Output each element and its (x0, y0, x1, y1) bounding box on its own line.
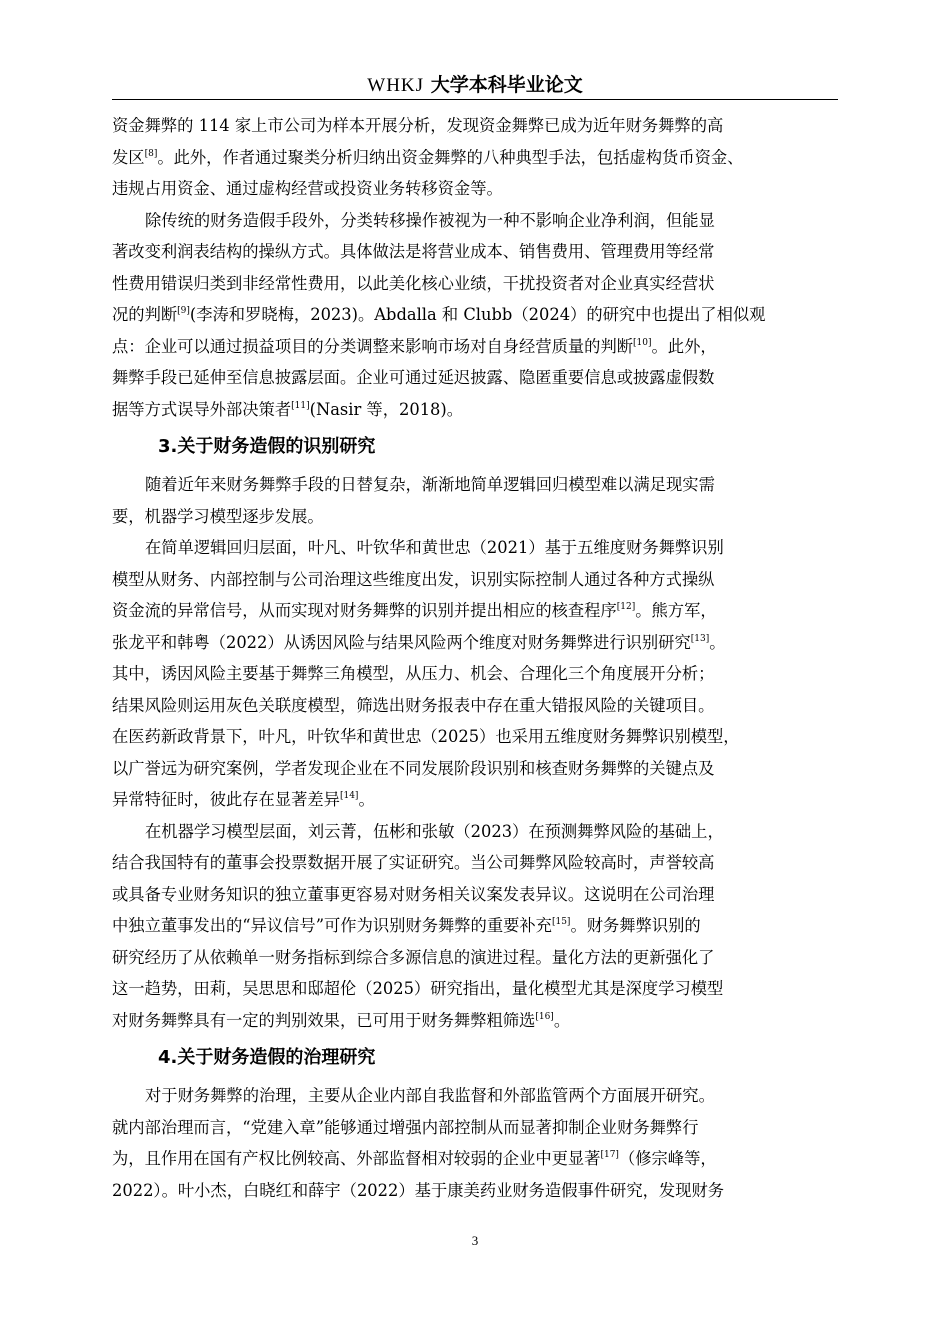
paragraph-line: 结果风险则运用灰色关联度模型，筛选出财务报表中存在重大错报风险的关键项目。 (112, 695, 715, 715)
citation-marker: [14] (339, 791, 359, 801)
paragraph-line: 研究经历了从依赖单一财务指标到综合多源信息的演进过程。量化方法的更新强化了 (112, 947, 715, 967)
paragraph-line: 其中，诱因风险主要基于舞弊三角模型，从压力、机会、合理化三个角度展开分析； (112, 664, 715, 683)
paragraph-line: 模型从财务、内部控制与公司治理这些维度出发，识别实际控制人通过各种方式操纵 (112, 569, 715, 589)
citation-marker: [10] (633, 337, 652, 348)
paragraph-line: 对于财务舞弊的治理，主要从企业内部自我监督和外部监管两个方面展开研究。 (145, 1086, 715, 1105)
citation-marker: [11] (291, 400, 310, 411)
section-heading: 4.关于财务造假的治理研究 (158, 1047, 376, 1068)
paragraph-line: 在机器学习模型层面，刘云菁，伍彬和张敏（2023）在预测舞弊风险的基础上， (145, 821, 724, 841)
paragraph-line: 或具备专业财务知识的独立董事更容易对财务相关议案发表异议。这说明在公司治理 (112, 884, 715, 904)
header-rule (112, 99, 838, 100)
header-title: 大学本科毕业论文 (430, 74, 583, 96)
paragraph-line: 就内部治理而言，“党建入章”能够通过增强内部控制从而显著抑制企业财务舞弊行 (112, 1117, 699, 1137)
body-paragraph (112, 469, 840, 532)
paragraph-line: 以广誉远为研究案例，学者发现企业在不同发展阶段识别和核查财务舞弊的关键点及 (112, 758, 715, 778)
paragraph-line: 异常特征时，彼此存在显著差异[14]。 (112, 790, 375, 809)
paragraph-line: 性费用错误归类到非经常性费用，以此美化核心业绩，干扰投资者对企业真实经营状 (112, 273, 715, 293)
paragraph-line: 要，机器学习模型逐步发展。 (112, 506, 324, 526)
paragraph-line: 2022）。叶小杰，白晓红和薛宇（2022）基于康美药业财务造假事件研究，发现财务 (112, 1180, 725, 1200)
paragraph-line: 除传统的财务造假手段外，分类转移操作被视为一种不影响企业净利润，但能显 (145, 210, 715, 230)
paragraph-line: 在医药新政背景下，叶凡，叶钦华和黄世忠（2025）也采用五维度财务舞弊识别模型， (112, 727, 740, 746)
citation-marker: [12] (616, 602, 636, 612)
page-header (112, 72, 838, 98)
paragraph-line: 随着近年来财务舞弊手段的日替复杂，渐渐地简单逻辑回归模型难以满足现实需 (145, 475, 715, 494)
citation-marker: [9] (177, 306, 190, 316)
paragraph-line: 舞弊手段已延伸至信息披露层面。企业可通过延迟披露、隐匿重要信息或披露虚假数 (112, 368, 715, 387)
paragraph-line: 结合我国特有的董事会投票数据开展了实证研究。当公司舞弊风险较高时，声誉较高 (112, 853, 715, 872)
citation-marker: [15] (551, 917, 571, 927)
paragraph-line: 发区[8]。此外，作者通过聚类分析归纳出资金舞弊的八种典型手法，包括虚构货币资金、 (112, 147, 744, 167)
paragraph-line: 中独立董事发出的“异议信号”可作为识别财务舞弊的重要补充[15]。财务舞弊识别的 (112, 916, 701, 935)
header-latin: WHKJ (367, 75, 425, 96)
body-paragraph (112, 205, 840, 426)
paragraph-line: 况的判断[9](李涛和罗晓梅，2023)。Abdalla 和 Clubb（2024）的研究中也提出了相似观 (112, 305, 766, 324)
section-heading: 3.关于财务造假的识别研究 (158, 436, 376, 457)
paragraph-line: 张龙平和韩粤（2022）从诱因风险与结果风险两个维度对财务舞弊进行识别研究[13]。 (112, 632, 726, 652)
body-paragraph (112, 1080, 840, 1206)
paragraph-line: 违规占用资金、通过虚构经营或投资业务转移资金等。 (112, 179, 503, 198)
paragraph-line: 这一趋势，田莉，吴思思和邸超伦（2025）研究指出，量化模型尤其是深度学习模型 (112, 979, 724, 998)
citation-marker: [17] (600, 1150, 619, 1160)
citation-marker: [13] (690, 633, 710, 644)
paragraph-line: 著改变利润表结构的操纵方式。具体做法是将营业成本、销售费用、管理费用等经常 (112, 242, 715, 261)
paragraph-line: 在简单逻辑回归层面，叶凡、叶钦华和黄世忠（2021）基于五维度财务舞弊识别 (145, 538, 724, 557)
paragraph-line: 为，且作用在国有产权比例较高、外部监督相对较弱的企业中更显著[17]（修宗峰等， (112, 1149, 717, 1168)
paragraph-line: 资金流的异常信号，从而实现对财务舞弊的识别并提出相应的核查程序[12]。熊方军， (112, 601, 717, 620)
page-number: 3 (471, 1233, 479, 1248)
page-body (112, 110, 840, 1206)
paragraph-line: 对财务舞弊具有一定的判别效果，已可用于财务舞弊粗筛选[16]。 (112, 1010, 571, 1030)
body-paragraph (112, 816, 840, 1037)
citation-marker: [16] (535, 1011, 554, 1022)
body-paragraph (112, 110, 840, 205)
paragraph-line: 资金舞弊的 114 家上市公司为样本开展分析，发现资金舞弊已成为近年财务舞弊的高 (112, 116, 724, 135)
body-paragraph (112, 532, 840, 816)
paragraph-line: 点：企业可以通过损益项目的分类调整来影响市场对自身经营质量的判断[10]。此外， (112, 336, 717, 356)
paragraph-line: 据等方式误导外部决策者[11](Nasir 等，2018)。 (112, 399, 464, 419)
citation-marker: [8] (144, 148, 158, 159)
